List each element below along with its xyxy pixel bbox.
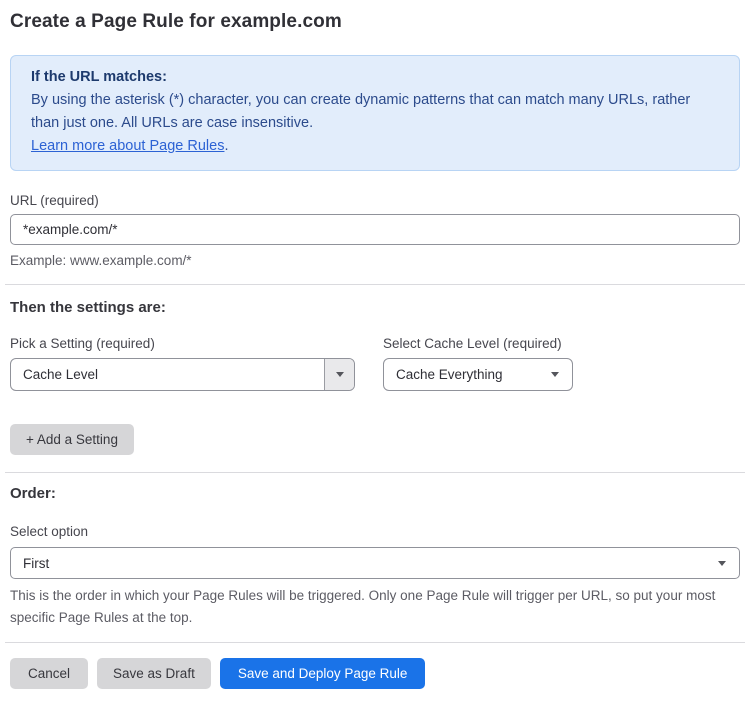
divider (5, 472, 745, 473)
order-select-label: Select option (10, 524, 89, 539)
url-input[interactable] (10, 214, 740, 245)
order-section-heading: Order: (10, 485, 56, 502)
chevron-down-icon (336, 372, 344, 377)
cancel-button[interactable]: Cancel (10, 658, 88, 689)
info-banner-body: By using the asterisk (*) character, you can create dynamic patterns that can match many URLs, rather than just one. All URLs are case insensitive. (31, 92, 691, 131)
setting-picker-dropdown[interactable] (10, 358, 355, 391)
footer-actions (10, 658, 740, 689)
cache-level-value: Cache Everything (396, 367, 503, 382)
save-and-deploy-button[interactable]: Save and Deploy Page Rule (220, 658, 426, 689)
link-suffix: . (224, 138, 229, 154)
order-dropdown[interactable] (10, 547, 740, 579)
divider (5, 284, 745, 285)
divider (5, 642, 745, 643)
cache-level-dropdown[interactable] (383, 358, 573, 391)
page-title: Create a Page Rule for example.com (10, 11, 342, 32)
cache-level-label: Select Cache Level (required) (383, 336, 562, 351)
order-dropdown-value: First (23, 555, 50, 571)
info-banner-heading: If the URL matches: (31, 69, 167, 85)
order-helper-text: This is the order in which your Page Rules will be triggered. Only one Page Rule will trigger per URL, so put your most specific Page Rules at the top. (10, 588, 716, 625)
dropdown-arrow-section[interactable] (324, 359, 354, 390)
chevron-down-icon (718, 561, 726, 566)
url-match-info-banner (10, 55, 740, 171)
cache-level-column (383, 336, 573, 391)
page-rule-form (0, 11, 750, 689)
settings-section-heading: Then the settings are: (10, 299, 166, 316)
setting-picker-value: Cache Level (23, 367, 99, 382)
url-example-helper: Example: www.example.com/* (10, 253, 192, 268)
setting-picker-label: Pick a Setting (required) (10, 336, 155, 351)
settings-row (10, 336, 740, 391)
url-field-label: URL (required) (10, 193, 99, 208)
add-setting-button[interactable]: + Add a Setting (10, 424, 134, 455)
save-as-draft-button[interactable]: Save as Draft (97, 658, 211, 689)
setting-picker-column (10, 336, 355, 391)
info-banner-link-line (31, 135, 719, 158)
learn-more-link[interactable]: Learn more about Page Rules (31, 138, 225, 154)
chevron-down-icon (551, 372, 559, 377)
